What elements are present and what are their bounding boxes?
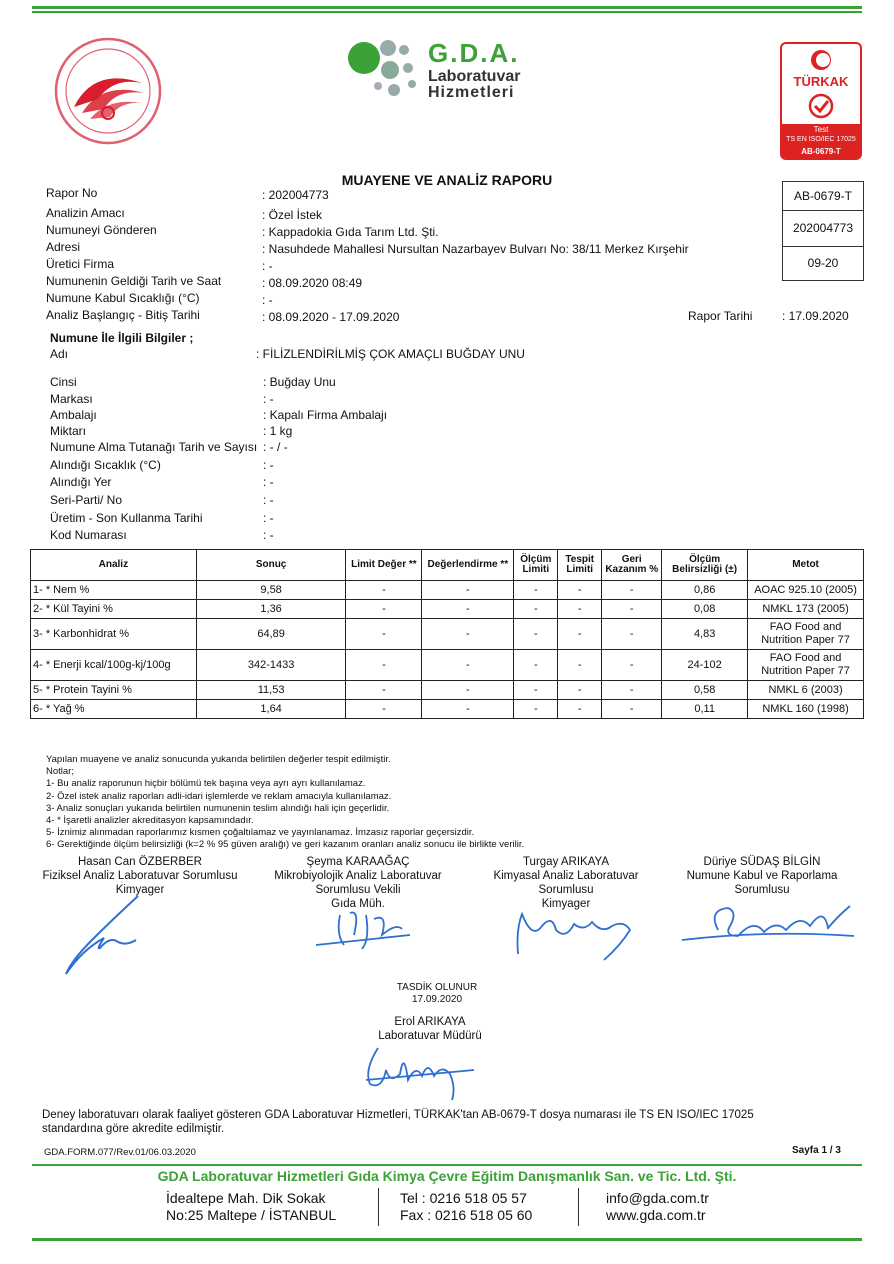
- signatory-2-title: Mikrobiyolojik Analiz Laboratuvar: [274, 870, 442, 882]
- report-field-value: : 202004773: [262, 188, 329, 202]
- table-cell: -: [422, 581, 514, 600]
- sample-field-value: : -: [263, 458, 274, 472]
- sample-field-value: : -: [263, 392, 274, 406]
- table-cell: -: [514, 619, 558, 650]
- table-cell: 6- * Yağ %: [31, 700, 197, 719]
- note-line: Yapılan muayene ve analiz sonucunda yukarıda belirtilen değerler tespit edilmiştir.: [46, 754, 391, 765]
- sample-field-label: Miktarı: [50, 424, 86, 438]
- table-cell: -: [514, 600, 558, 619]
- table-cell: -: [602, 619, 662, 650]
- table-cell: -: [346, 700, 422, 719]
- table-cell: -: [602, 650, 662, 681]
- table-cell: -: [346, 600, 422, 619]
- signatory-4-title2: Sorumlusu: [734, 884, 790, 896]
- table-cell: 0,58: [662, 681, 748, 700]
- right-box-report-no: 202004773: [782, 211, 864, 247]
- table-cell: -: [558, 581, 602, 600]
- footer-separator-1: [378, 1188, 379, 1226]
- table-row: [31, 700, 864, 719]
- results-header-row: [31, 550, 864, 581]
- turkak-check-icon: [806, 92, 836, 120]
- sample-field-label: Cinsi: [50, 375, 77, 389]
- sample-field-label: Üretim - Son Kullanma Tarihi: [50, 511, 203, 525]
- gda-brand-sub-1: Laboratuvar: [428, 68, 521, 85]
- signatory-4-name: Düriye SÜDAŞ BİLGİN: [703, 856, 821, 868]
- note-line: 5- İznimiz alınmadan raporlarımız kısmen çoğaltılamaz ve yayınlanamaz. İmzasız raporlar geçersizdir.: [46, 827, 475, 839]
- table-cell: -: [422, 619, 514, 650]
- table-cell: -: [558, 619, 602, 650]
- report-field-label: Rapor No: [46, 186, 98, 200]
- footer-separator-2: [578, 1188, 579, 1226]
- report-field-label: Analizin Amacı: [46, 206, 125, 220]
- approver-title: Laboratuvar Müdürü: [378, 1030, 482, 1042]
- approval-date: 17.09.2020: [411, 994, 463, 1005]
- table-cell: FAO Food and Nutrition Paper 77: [748, 650, 864, 681]
- ministry-seal-logo: [54, 37, 162, 145]
- signatory-1-role: Kimyager: [115, 884, 165, 896]
- turkak-emblem-icon: [806, 48, 836, 72]
- signature-1-image: [52, 890, 152, 980]
- table-cell: -: [558, 681, 602, 700]
- table-cell: -: [558, 650, 602, 681]
- table-cell: -: [346, 581, 422, 600]
- header-rule-top: [32, 6, 862, 9]
- report-field-label: Üretici Firma: [46, 257, 114, 271]
- table-cell: -: [346, 650, 422, 681]
- column-header: Geri Kazanım %: [602, 550, 662, 581]
- table-cell: NMKL 173 (2005): [748, 600, 864, 619]
- results-body: [31, 581, 864, 719]
- turkak-test: Test: [813, 125, 829, 134]
- signatory-2-title2: Sorumlusu Vekili: [315, 884, 401, 896]
- note-line: 2- Özel istek analiz raporları adli-idari işlemlerde ve reklam amacıyla kullanılamaz.: [46, 790, 392, 802]
- report-field-label: Adresi: [46, 240, 81, 254]
- approver-signature-image: [356, 1040, 484, 1104]
- table-cell: NMKL 6 (2003): [748, 681, 864, 700]
- table-cell: -: [602, 581, 662, 600]
- address-line-2: No:25 Maltepe / İSTANBUL: [166, 1207, 337, 1223]
- report-field-label: Analiz Başlangıç - Bitiş Tarihi: [46, 308, 200, 322]
- page-number: Sayfa 1 / 3: [792, 1145, 841, 1156]
- table-cell: -: [602, 600, 662, 619]
- column-header: Analiz: [31, 550, 197, 581]
- turkak-word: TÜRKAK: [793, 74, 849, 89]
- report-field-label: Numuneyi Gönderen: [46, 223, 157, 237]
- table-cell: -: [602, 681, 662, 700]
- note-line: 4- * İşaretli analizler akreditasyon kapsamındadır.: [46, 815, 254, 826]
- table-cell: AOAC 925.10 (2005): [748, 581, 864, 600]
- table-row: [31, 581, 864, 600]
- signatory-3-title: Kimyasal Analiz Laboratuvar: [493, 870, 639, 882]
- sample-field-value: : -: [263, 511, 274, 525]
- table-cell: 342-1433: [196, 650, 346, 681]
- sample-field-label: Alındığı Sıcaklık (°C): [50, 458, 161, 472]
- table-cell: -: [558, 700, 602, 719]
- signature-4-image: [678, 896, 860, 952]
- sample-field-label: Numune Alma Tutanağı Tarih ve Sayısı: [50, 440, 258, 454]
- sample-name-value: : FİLİZLENDİRİLMİŞ ÇOK AMAÇLI BUĞDAY UNU: [256, 347, 525, 361]
- table-cell: -: [422, 700, 514, 719]
- note-line: 1- Bu analiz raporunun hiçbir bölümü tek başına veya ayrı ayrı kullanılamaz.: [46, 778, 366, 790]
- sample-field-value: : 1 kg: [263, 424, 293, 438]
- report-field-label: Numunenin Geldiği Tarih ve Saat: [46, 274, 222, 288]
- approver: [330, 1015, 530, 1043]
- table-cell: 0,86: [662, 581, 748, 600]
- table-cell: 11,53: [196, 681, 346, 700]
- sample-field-value: : -: [263, 493, 274, 507]
- signatory-1-title: Fiziksel Analiz Laboratuvar Sorumlusu: [42, 870, 238, 882]
- table-cell: -: [514, 681, 558, 700]
- signatory-1-name: Hasan Can ÖZBERBER: [78, 856, 202, 868]
- table-cell: 3- * Karbonhidrat %: [31, 619, 197, 650]
- sample-field-label: Alındığı Yer: [50, 475, 112, 489]
- table-cell: -: [514, 650, 558, 681]
- report-field-value: : Kappadokia Gıda Tarım Ltd. Şti.: [262, 225, 439, 239]
- table-cell: -: [346, 619, 422, 650]
- sample-name-label: Adı: [50, 347, 69, 361]
- sample-field-label: Seri-Parti/ No: [50, 493, 123, 507]
- table-cell: -: [602, 700, 662, 719]
- signatory-2-role: Gıda Müh.: [331, 898, 385, 910]
- table-cell: -: [422, 650, 514, 681]
- table-cell: -: [422, 600, 514, 619]
- table-row: [31, 600, 864, 619]
- table-cell: -: [514, 581, 558, 600]
- signatory-2-name: Şeyma KARAAĞAÇ: [306, 856, 410, 868]
- signatory-3-title2: Sorumlusu: [538, 884, 594, 896]
- accreditation-line-2: standardına göre akredite edilmiştir.: [42, 1123, 225, 1135]
- column-header: Tespit Limiti: [558, 550, 602, 581]
- signatory-3-role: Kimyager: [541, 898, 591, 910]
- table-cell: -: [558, 600, 602, 619]
- column-header: Ölçüm Limiti: [514, 550, 558, 581]
- sample-heading: Numune İle İlgili Bilgiler ;: [50, 331, 194, 345]
- table-cell: FAO Food and Nutrition Paper 77: [748, 619, 864, 650]
- right-box-accreditation: AB-0679-T: [782, 181, 864, 211]
- address-line-1: İdealtepe Mah. Dik Sokak: [166, 1190, 326, 1206]
- sample-field-label: Ambalajı: [50, 408, 97, 422]
- accreditation-statement: [42, 1108, 754, 1136]
- footer-rule-bottom: [32, 1238, 862, 1241]
- approver-name: Erol ARIKAYA: [394, 1016, 466, 1028]
- signatory-2: [248, 855, 468, 911]
- report-field-value: : -: [262, 259, 273, 273]
- column-header: Ölçüm Belirsizliği (±): [662, 550, 748, 581]
- sample-field-value: : - / -: [263, 440, 288, 454]
- table-cell: NMKL 160 (1998): [748, 700, 864, 719]
- signatory-4-title: Numune Kabul ve Raporlama: [686, 870, 838, 882]
- table-cell: 5- * Protein Tayini %: [31, 681, 197, 700]
- report-field-label: Numune Kabul Sıcaklığı (°C): [46, 291, 200, 305]
- report-field-value: : 08.09.2020 - 17.09.2020: [262, 310, 400, 324]
- turkak-standard: TS EN ISO/IEC 17025: [786, 136, 856, 143]
- company-name: GDA Laboratuvar Hizmetleri Gıda Kimya Çevre Eğitim Danışmanlık San. ve Tic. Ltd. Şti.: [157, 1168, 737, 1184]
- report-date-label: Rapor Tarihi: [688, 309, 753, 323]
- form-code: GDA.FORM.077/Rev.01/06.03.2020: [44, 1147, 196, 1158]
- table-cell: 1,36: [196, 600, 346, 619]
- table-cell: -: [514, 700, 558, 719]
- sample-field-value: : Kapalı Firma Ambalajı: [263, 408, 388, 422]
- table-cell: -: [346, 681, 422, 700]
- phone: Tel : 0216 518 05 57: [400, 1190, 527, 1206]
- right-box-period: 09-20: [782, 247, 864, 281]
- table-cell: 4- * Enerji kcal/100g-kj/100g: [31, 650, 197, 681]
- table-cell: 64,89: [196, 619, 346, 650]
- accreditation-line-1: Deney laboratuvarı olarak faaliyet gösteren GDA Laboratuvar Hizmetleri, TÜRKAK'tan AB-0679-T dosya numarası ile TS EN ISO/IEC 17025: [42, 1109, 754, 1121]
- report-field-value: : Özel İstek: [262, 208, 323, 222]
- report-field-value: : Nasuhdede Mahallesi Nursultan Nazarbayev Bulvarı No: 38/11 Merkez Kırşehir: [262, 242, 689, 256]
- table-cell: 1,64: [196, 700, 346, 719]
- sample-field-value: : Buğday Unu: [263, 375, 336, 389]
- report-field-value: : 08.09.2020 08:49: [262, 276, 363, 290]
- turkak-code: AB-0679-T: [801, 147, 841, 156]
- column-header: Metot: [748, 550, 864, 581]
- header-rule-bottom: [32, 11, 862, 13]
- signatory-3-name: Turgay ARIKAYA: [522, 856, 610, 868]
- gda-brand-sub-2: Hizmetleri: [428, 84, 515, 101]
- results-table: [30, 549, 864, 719]
- footer-rule-top: [32, 1164, 862, 1166]
- table-cell: 0,08: [662, 600, 748, 619]
- sample-field-label: Markası: [50, 392, 93, 406]
- table-cell: 1- * Nem %: [31, 581, 197, 600]
- sample-field-label: Kod Numarası: [50, 528, 127, 542]
- column-header: Sonuç: [196, 550, 346, 581]
- table-cell: 0,11: [662, 700, 748, 719]
- sample-field-value: : -: [263, 528, 274, 542]
- report-title: MUAYENE VE ANALİZ RAPORU: [341, 172, 553, 188]
- signature-2-image: [310, 905, 420, 953]
- signature-3-image: [512, 900, 636, 964]
- gda-dots-logo: [344, 36, 428, 106]
- website-link[interactable]: www.gda.com.tr: [606, 1207, 706, 1223]
- report-field-value: : -: [262, 293, 273, 307]
- table-cell: 4,83: [662, 619, 748, 650]
- approval-stamp: [337, 982, 537, 1006]
- column-header: Değerlendirme **: [422, 550, 514, 581]
- table-cell: 24-102: [662, 650, 748, 681]
- table-row: [31, 650, 864, 681]
- email-link[interactable]: info@gda.com.tr: [606, 1190, 709, 1206]
- table-row: [31, 619, 864, 650]
- table-cell: 9,58: [196, 581, 346, 600]
- note-line: 3- Analiz sonuçları yukarıda belirtilen numunenin teslim alındığı hali için geçerlidir.: [46, 802, 390, 814]
- table-cell: -: [422, 681, 514, 700]
- report-date-value: : 17.09.2020: [782, 309, 849, 323]
- sample-field-value: : -: [263, 475, 274, 489]
- approval-line: TASDİK OLUNUR: [396, 982, 478, 993]
- gda-brand-name: G.D.A.: [428, 38, 520, 68]
- table-cell: 2- * Kül Tayini %: [31, 600, 197, 619]
- table-row: [31, 681, 864, 700]
- fax: Fax : 0216 518 05 60: [400, 1207, 533, 1223]
- signatory-4: [652, 855, 872, 897]
- note-line: 6- Gerektiğinde ölçüm belirsizliği (k=2 % 95 güven aralığı) ve geri kazanım oranları analiz sonucu ile birlikte verilir.: [46, 839, 525, 851]
- note-line: Notlar;: [46, 766, 74, 778]
- column-header: Limit Değer **: [346, 550, 422, 581]
